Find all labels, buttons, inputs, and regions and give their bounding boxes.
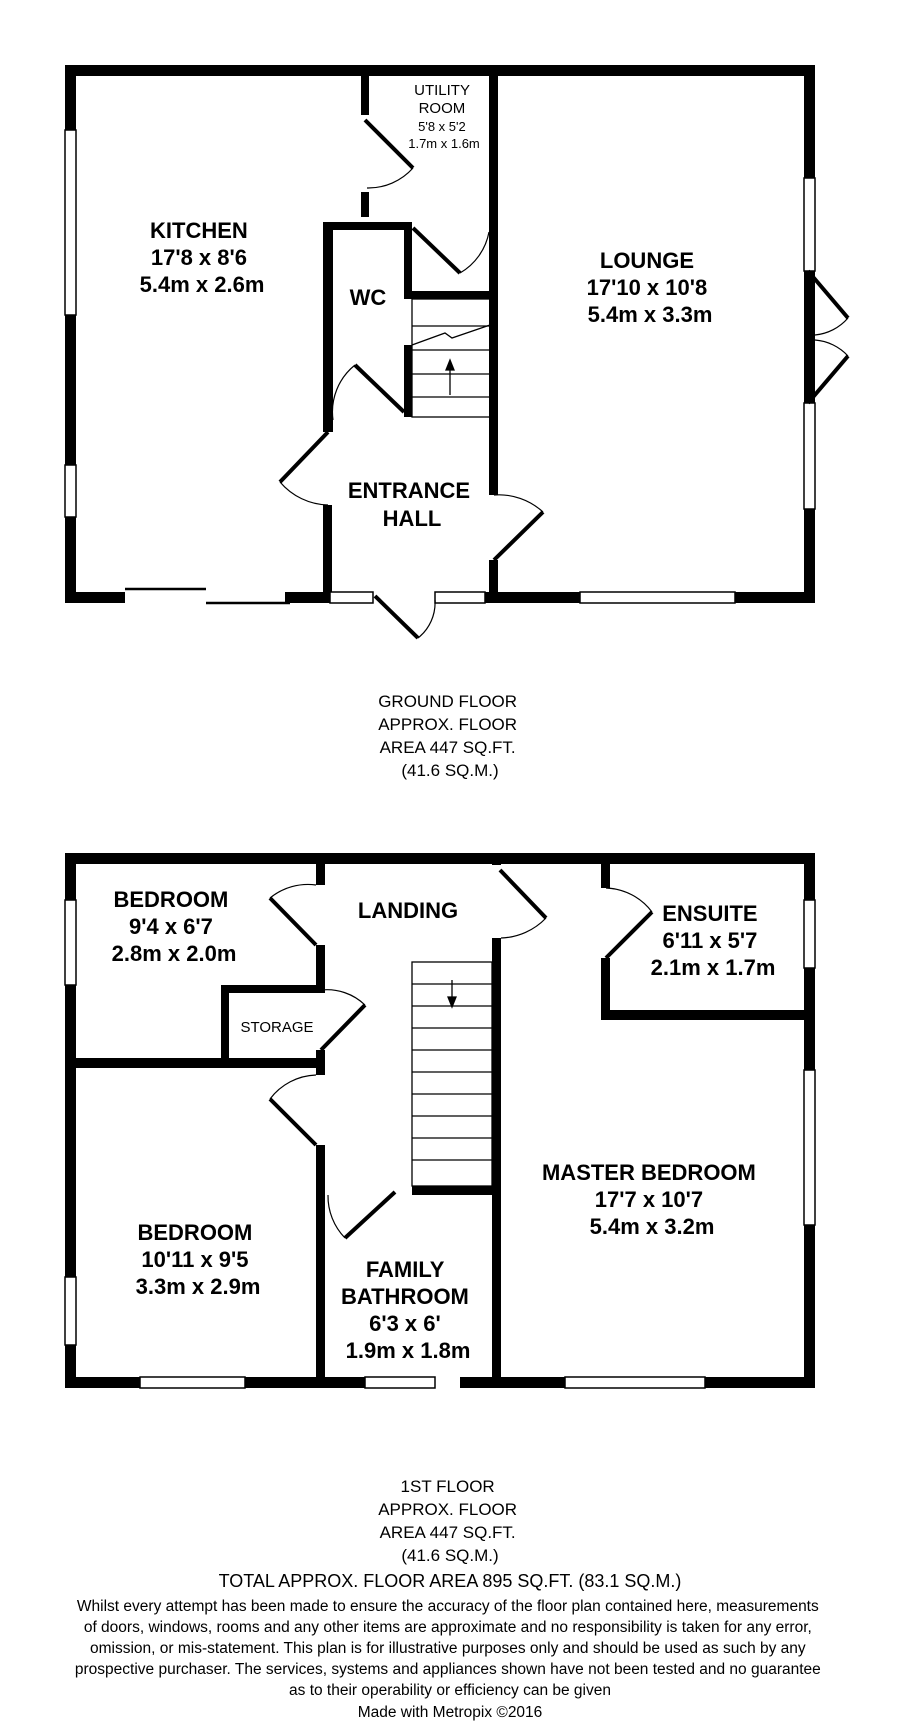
ground-floor-caption: [378, 692, 522, 780]
master-bedroom-label: [542, 1160, 762, 1239]
first-floor-labels: [112, 887, 776, 1363]
family-bathroom-label: [341, 1257, 475, 1363]
ground-floor-staircase: [412, 299, 490, 417]
first-floor-staircase: [412, 962, 492, 1186]
disclaimer-line-2: of doors, windows, rooms and any other items are approximate and no responsibility is taken for any error,: [83, 1619, 812, 1636]
ground-floor-caption-4: (41.6 SQ.M.): [401, 761, 499, 780]
ground-floor-windows: [65, 130, 815, 603]
utility-dim-metric: 1.7m x 1.6m: [408, 136, 480, 151]
master-bedroom-name: MASTER BEDROOM: [541, 1160, 756, 1185]
entrance-hall-line-2: HALL: [382, 506, 442, 531]
family-bathroom-line-1: FAMILY: [365, 1257, 445, 1282]
lounge-dim-metric: 5.4m x 3.3m: [587, 302, 713, 327]
bedroom-2-dim-metric: 3.3m x 2.9m: [135, 1274, 261, 1299]
lounge-dim-imperial: 17'10 x 10'8: [586, 275, 708, 300]
total-floor-area: TOTAL APPROX. FLOOR AREA 895 SQ.FT. (83.1 SQ.M.): [218, 1571, 682, 1591]
master-bedroom-dim-imperial: 17'7 x 10'7: [594, 1187, 704, 1212]
utility-dim-imperial: 5'8 x 5'2: [418, 119, 466, 134]
family-bathroom-line-2: BATHROOM: [340, 1284, 469, 1309]
utility-line-1: UTILITY: [414, 82, 470, 99]
ensuite-dim-metric: 2.1m x 1.7m: [650, 955, 776, 980]
ground-floor-caption-2: APPROX. FLOOR: [378, 715, 518, 734]
disclaimer: [75, 1598, 825, 1699]
bedroom-2-name: BEDROOM: [137, 1220, 253, 1245]
bedroom-small-label: [112, 887, 237, 966]
kitchen-dim-metric: 5.4m x 2.6m: [139, 272, 265, 297]
first-floor-plan: [65, 853, 815, 1565]
entrance-hall-line-1: ENTRANCE: [347, 478, 471, 503]
wc-label: WC: [349, 285, 387, 310]
ensuite-label: [651, 901, 776, 980]
ground-floor-plan: [65, 65, 848, 780]
first-floor-caption-3: AREA 447 SQ.FT.: [379, 1523, 516, 1542]
bedroom-small-dim-imperial: 9'4 x 6'7: [129, 914, 213, 939]
bedroom-2-label: [136, 1220, 261, 1299]
kitchen-dim-imperial: 17'8 x 8'6: [150, 245, 247, 270]
family-bathroom-dim-imperial: 6'3 x 6': [369, 1311, 441, 1336]
master-bedroom-dim-metric: 5.4m x 3.2m: [589, 1214, 715, 1239]
lounge-label: [587, 248, 714, 327]
first-floor-caption-4: (41.6 SQ.M.): [401, 1546, 499, 1565]
kitchen-label: [140, 218, 265, 297]
bedroom-small-dim-metric: 2.8m x 2.0m: [111, 941, 237, 966]
ground-floor-caption-3: AREA 447 SQ.FT.: [379, 738, 516, 757]
entrance-hall-label: [348, 478, 476, 531]
ground-floor-caption-1: GROUND FLOOR: [378, 692, 518, 711]
first-floor-caption: [378, 1477, 522, 1565]
disclaimer-line-3: omission, or mis-statement. This plan is for illustrative purposes only and should be used as such by any: [90, 1640, 806, 1657]
first-floor-caption-2: APPROX. FLOOR: [378, 1500, 518, 1519]
utility-line-2: ROOM: [418, 100, 466, 117]
storage-label: STORAGE: [240, 1019, 314, 1036]
utility-room-label: [408, 82, 480, 151]
family-bathroom-dim-metric: 1.9m x 1.8m: [345, 1338, 471, 1363]
landing-label: LANDING: [357, 898, 459, 923]
kitchen-name: KITCHEN: [150, 218, 248, 243]
disclaimer-line-1: Whilst every attempt has been made to ensure the accuracy of the floor plan contained here, measurements: [76, 1598, 819, 1615]
disclaimer-line-4: prospective purchaser. The services, systems and appliances shown have not been tested and no guarantee: [74, 1661, 821, 1678]
ground-floor-labels: [140, 82, 714, 531]
lounge-name: LOUNGE: [599, 248, 694, 273]
bedroom-2-dim-imperial: 10'11 x 9'5: [141, 1247, 249, 1272]
kitchen-sliding-doors: [125, 589, 290, 603]
ensuite-name: ENSUITE: [662, 901, 758, 926]
first-floor-caption-1: 1ST FLOOR: [400, 1477, 495, 1496]
bedroom-small-name: BEDROOM: [113, 887, 229, 912]
disclaimer-line-5: as to their operability or efficiency can be given: [289, 1682, 611, 1699]
ensuite-dim-imperial: 6'11 x 5'7: [662, 928, 758, 953]
metropix-credit: Made with Metropix ©2016: [357, 1704, 543, 1721]
